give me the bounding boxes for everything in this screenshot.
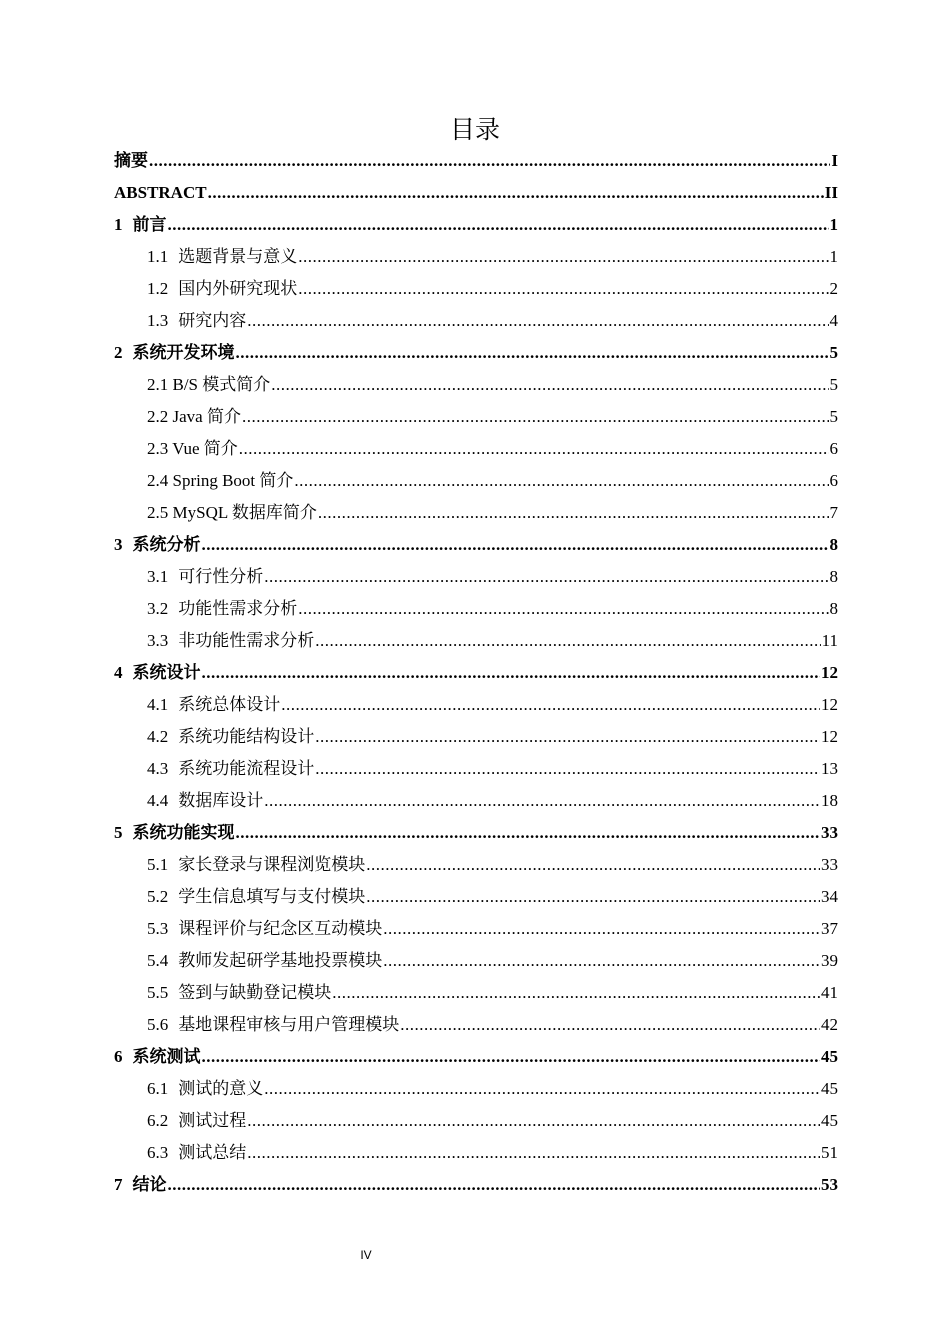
toc-entry-title: 2.1 B/S 模式简介 [147, 375, 271, 394]
toc-entry[interactable] [114, 305, 838, 337]
toc-entry-page: II [824, 183, 838, 202]
toc-entry-title: 家长登录与课程浏览模块 [178, 855, 366, 874]
toc-entry-number: 1.1 [147, 247, 169, 266]
table-of-contents [114, 145, 838, 1201]
toc-entry-page: 33 [821, 855, 838, 874]
toc-entry-page: 11 [821, 631, 838, 650]
toc-entry-title: 2.4 Spring Boot 简介 [147, 471, 294, 490]
dot-leader [318, 497, 829, 529]
toc-entry-number: 6.3 [147, 1143, 169, 1162]
toc-entry-title: 选题背景与意义 [178, 247, 298, 266]
toc-entry-title: 系统测试 [132, 1047, 201, 1066]
toc-entry-number: 4.3 [147, 759, 169, 778]
toc-entry[interactable] [114, 657, 838, 689]
toc-entry-number: 5.6 [147, 1015, 169, 1034]
toc-entry-number: 3.2 [147, 599, 169, 618]
toc-entry[interactable] [114, 817, 838, 849]
toc-entry-title: 功能性需求分析 [178, 599, 298, 618]
toc-entry[interactable] [114, 337, 838, 369]
dot-leader [247, 1105, 820, 1137]
toc-entry-title: 国内外研究现状 [178, 279, 298, 298]
toc-entry-title: 研究内容 [178, 311, 247, 330]
dot-leader [236, 337, 829, 369]
toc-entry[interactable] [114, 689, 838, 721]
toc-entry-title: 签到与缺勤登记模块 [178, 983, 332, 1002]
toc-entry-title: 教师发起研学基地投票模块 [178, 951, 383, 970]
toc-entry[interactable] [114, 497, 838, 529]
toc-entry-title: 系统功能结构设计 [178, 727, 315, 746]
dot-leader [400, 1009, 820, 1041]
toc-entry[interactable] [114, 625, 838, 657]
toc-entry-page: 13 [821, 759, 838, 778]
toc-entry[interactable] [114, 1137, 838, 1169]
toc-entry-number: 1 [114, 215, 123, 234]
toc-entry-title: 基地课程审核与用户管理模块 [178, 1015, 400, 1034]
toc-entry-page: 4 [829, 311, 838, 330]
toc-entry-title: 可行性分析 [178, 567, 264, 586]
toc-entry-number: 4.2 [147, 727, 169, 746]
page-number: IV [360, 1248, 372, 1262]
toc-entry[interactable] [114, 369, 838, 401]
toc-entry-page: 5 [829, 343, 838, 362]
toc-entry[interactable] [114, 913, 838, 945]
toc-entry-page: 6 [829, 471, 838, 490]
dot-leader [294, 465, 828, 497]
toc-title: 目录 [449, 115, 500, 144]
toc-entry[interactable] [114, 785, 838, 817]
dot-leader [264, 785, 820, 817]
toc-entry[interactable] [114, 1041, 838, 1073]
dot-leader [298, 593, 828, 625]
toc-entry-title: 课程评价与纪念区互动模块 [178, 919, 383, 938]
toc-entry-page: 1 [829, 247, 838, 266]
toc-entry[interactable] [114, 529, 838, 561]
toc-entry-page: 45 [821, 1047, 838, 1066]
toc-entry[interactable] [114, 977, 838, 1009]
toc-entry-title: 2.2 Java 简介 [147, 407, 241, 426]
toc-entry-number: 5.4 [147, 951, 169, 970]
toc-entry-page: 1 [829, 215, 838, 234]
toc-entry-number: 5.3 [147, 919, 169, 938]
dot-leader [366, 881, 820, 913]
toc-entry-title: 非功能性需求分析 [178, 631, 315, 650]
toc-entry[interactable] [114, 721, 838, 753]
toc-entry[interactable] [114, 753, 838, 785]
toc-entry-number: 6 [114, 1047, 123, 1066]
toc-entry-number: 5 [114, 823, 123, 842]
toc-entry-page: 5 [829, 375, 838, 394]
toc-entry[interactable] [114, 561, 838, 593]
toc-entry-page: 51 [821, 1143, 838, 1162]
toc-entry-title: 2.3 Vue 简介 [147, 439, 238, 458]
toc-entry-page: 12 [821, 727, 838, 746]
toc-entry-number: 3.1 [147, 567, 169, 586]
toc-entry-title: 2.5 MySQL 数据库简介 [147, 503, 317, 522]
dot-leader [366, 849, 820, 881]
dot-leader [281, 689, 820, 721]
dot-leader [202, 1041, 821, 1073]
dot-leader [202, 529, 829, 561]
dot-leader [202, 657, 821, 689]
toc-entry-title: 结论 [132, 1175, 167, 1194]
toc-entry-page: 34 [821, 887, 838, 906]
toc-entry-title: 系统功能流程设计 [178, 759, 315, 778]
dot-leader [315, 721, 820, 753]
dot-leader [298, 241, 828, 273]
toc-entry-number: 4 [114, 663, 123, 682]
toc-entry-page: I [831, 151, 838, 170]
toc-entry[interactable] [114, 209, 838, 241]
toc-entry-number: 1.3 [147, 311, 169, 330]
toc-entry[interactable] [114, 433, 838, 465]
dot-leader [264, 1073, 820, 1105]
toc-entry-page: 42 [821, 1015, 838, 1034]
toc-entry-title: 学生信息填写与支付模块 [178, 887, 366, 906]
toc-entry[interactable] [114, 145, 838, 177]
toc-entry[interactable] [114, 881, 838, 913]
dot-leader [208, 177, 824, 209]
toc-entry[interactable] [114, 273, 838, 305]
toc-entry-page: 12 [821, 695, 838, 714]
toc-entry[interactable] [114, 849, 838, 881]
toc-entry-title: 测试过程 [178, 1111, 247, 1130]
toc-entry-page: 8 [829, 599, 838, 618]
toc-entry[interactable] [114, 1009, 838, 1041]
toc-entry-title: 数据库设计 [178, 791, 264, 810]
toc-entry-title: 系统开发环境 [132, 343, 235, 362]
dot-leader [383, 913, 820, 945]
toc-entry[interactable] [114, 593, 838, 625]
toc-entry-number: 4.4 [147, 791, 169, 810]
toc-entry-page: 18 [821, 791, 838, 810]
toc-entry-page: 6 [829, 439, 838, 458]
toc-entry-title: ABSTRACT [114, 183, 207, 202]
dot-leader [315, 753, 820, 785]
toc-entry[interactable] [114, 1169, 838, 1201]
dot-leader [332, 977, 820, 1009]
toc-entry[interactable] [114, 241, 838, 273]
toc-entry-page: 39 [821, 951, 838, 970]
dot-leader [247, 305, 828, 337]
toc-entry-page: 8 [829, 535, 838, 554]
toc-entry-page: 33 [821, 823, 838, 842]
toc-entry-number: 5.2 [147, 887, 169, 906]
toc-entry[interactable] [114, 401, 838, 433]
toc-entry-page: 41 [821, 983, 838, 1002]
toc-entry-number: 1.2 [147, 279, 169, 298]
toc-entry-page: 7 [829, 503, 838, 522]
toc-entry-title: 测试的意义 [178, 1079, 264, 1098]
toc-entry-number: 6.2 [147, 1111, 169, 1130]
dot-leader [298, 273, 828, 305]
toc-entry-title: 系统设计 [132, 663, 201, 682]
toc-entry-number: 6.1 [147, 1079, 169, 1098]
toc-entry-title: 前言 [132, 215, 167, 234]
toc-entry[interactable] [114, 1105, 838, 1137]
toc-entry[interactable] [114, 465, 838, 497]
toc-entry-page: 8 [829, 567, 838, 586]
toc-entry-page: 45 [821, 1111, 838, 1130]
toc-entry-page: 12 [821, 663, 838, 682]
dot-leader [315, 625, 820, 657]
dot-leader [168, 209, 829, 241]
toc-entry-title: 摘要 [114, 151, 148, 170]
toc-entry-title: 系统功能实现 [132, 823, 235, 842]
toc-entry-number: 7 [114, 1175, 123, 1194]
dot-leader [271, 369, 828, 401]
toc-entry-page: 37 [821, 919, 838, 938]
toc-entry-number: 3 [114, 535, 123, 554]
toc-entry-page: 2 [829, 279, 838, 298]
toc-entry-number: 3.3 [147, 631, 169, 650]
dot-leader [149, 145, 830, 177]
toc-entry[interactable] [114, 1073, 838, 1105]
toc-entry-page: 45 [821, 1079, 838, 1098]
dot-leader [236, 817, 821, 849]
toc-entry-number: 5.5 [147, 983, 169, 1002]
dot-leader [168, 1169, 821, 1201]
toc-entry-title: 测试总结 [178, 1143, 247, 1162]
dot-leader [242, 401, 829, 433]
dot-leader [239, 433, 829, 465]
toc-entry-number: 2 [114, 343, 123, 362]
toc-entry[interactable] [114, 177, 838, 209]
dot-leader [264, 561, 828, 593]
toc-entry-page: 53 [821, 1175, 838, 1194]
toc-entry-number: 5.1 [147, 855, 169, 874]
toc-entry-title: 系统分析 [132, 535, 201, 554]
toc-entry-page: 5 [829, 407, 838, 426]
dot-leader [383, 945, 820, 977]
toc-entry-title: 系统总体设计 [178, 695, 281, 714]
dot-leader [247, 1137, 820, 1169]
toc-entry[interactable] [114, 945, 838, 977]
toc-entry-number: 4.1 [147, 695, 169, 714]
